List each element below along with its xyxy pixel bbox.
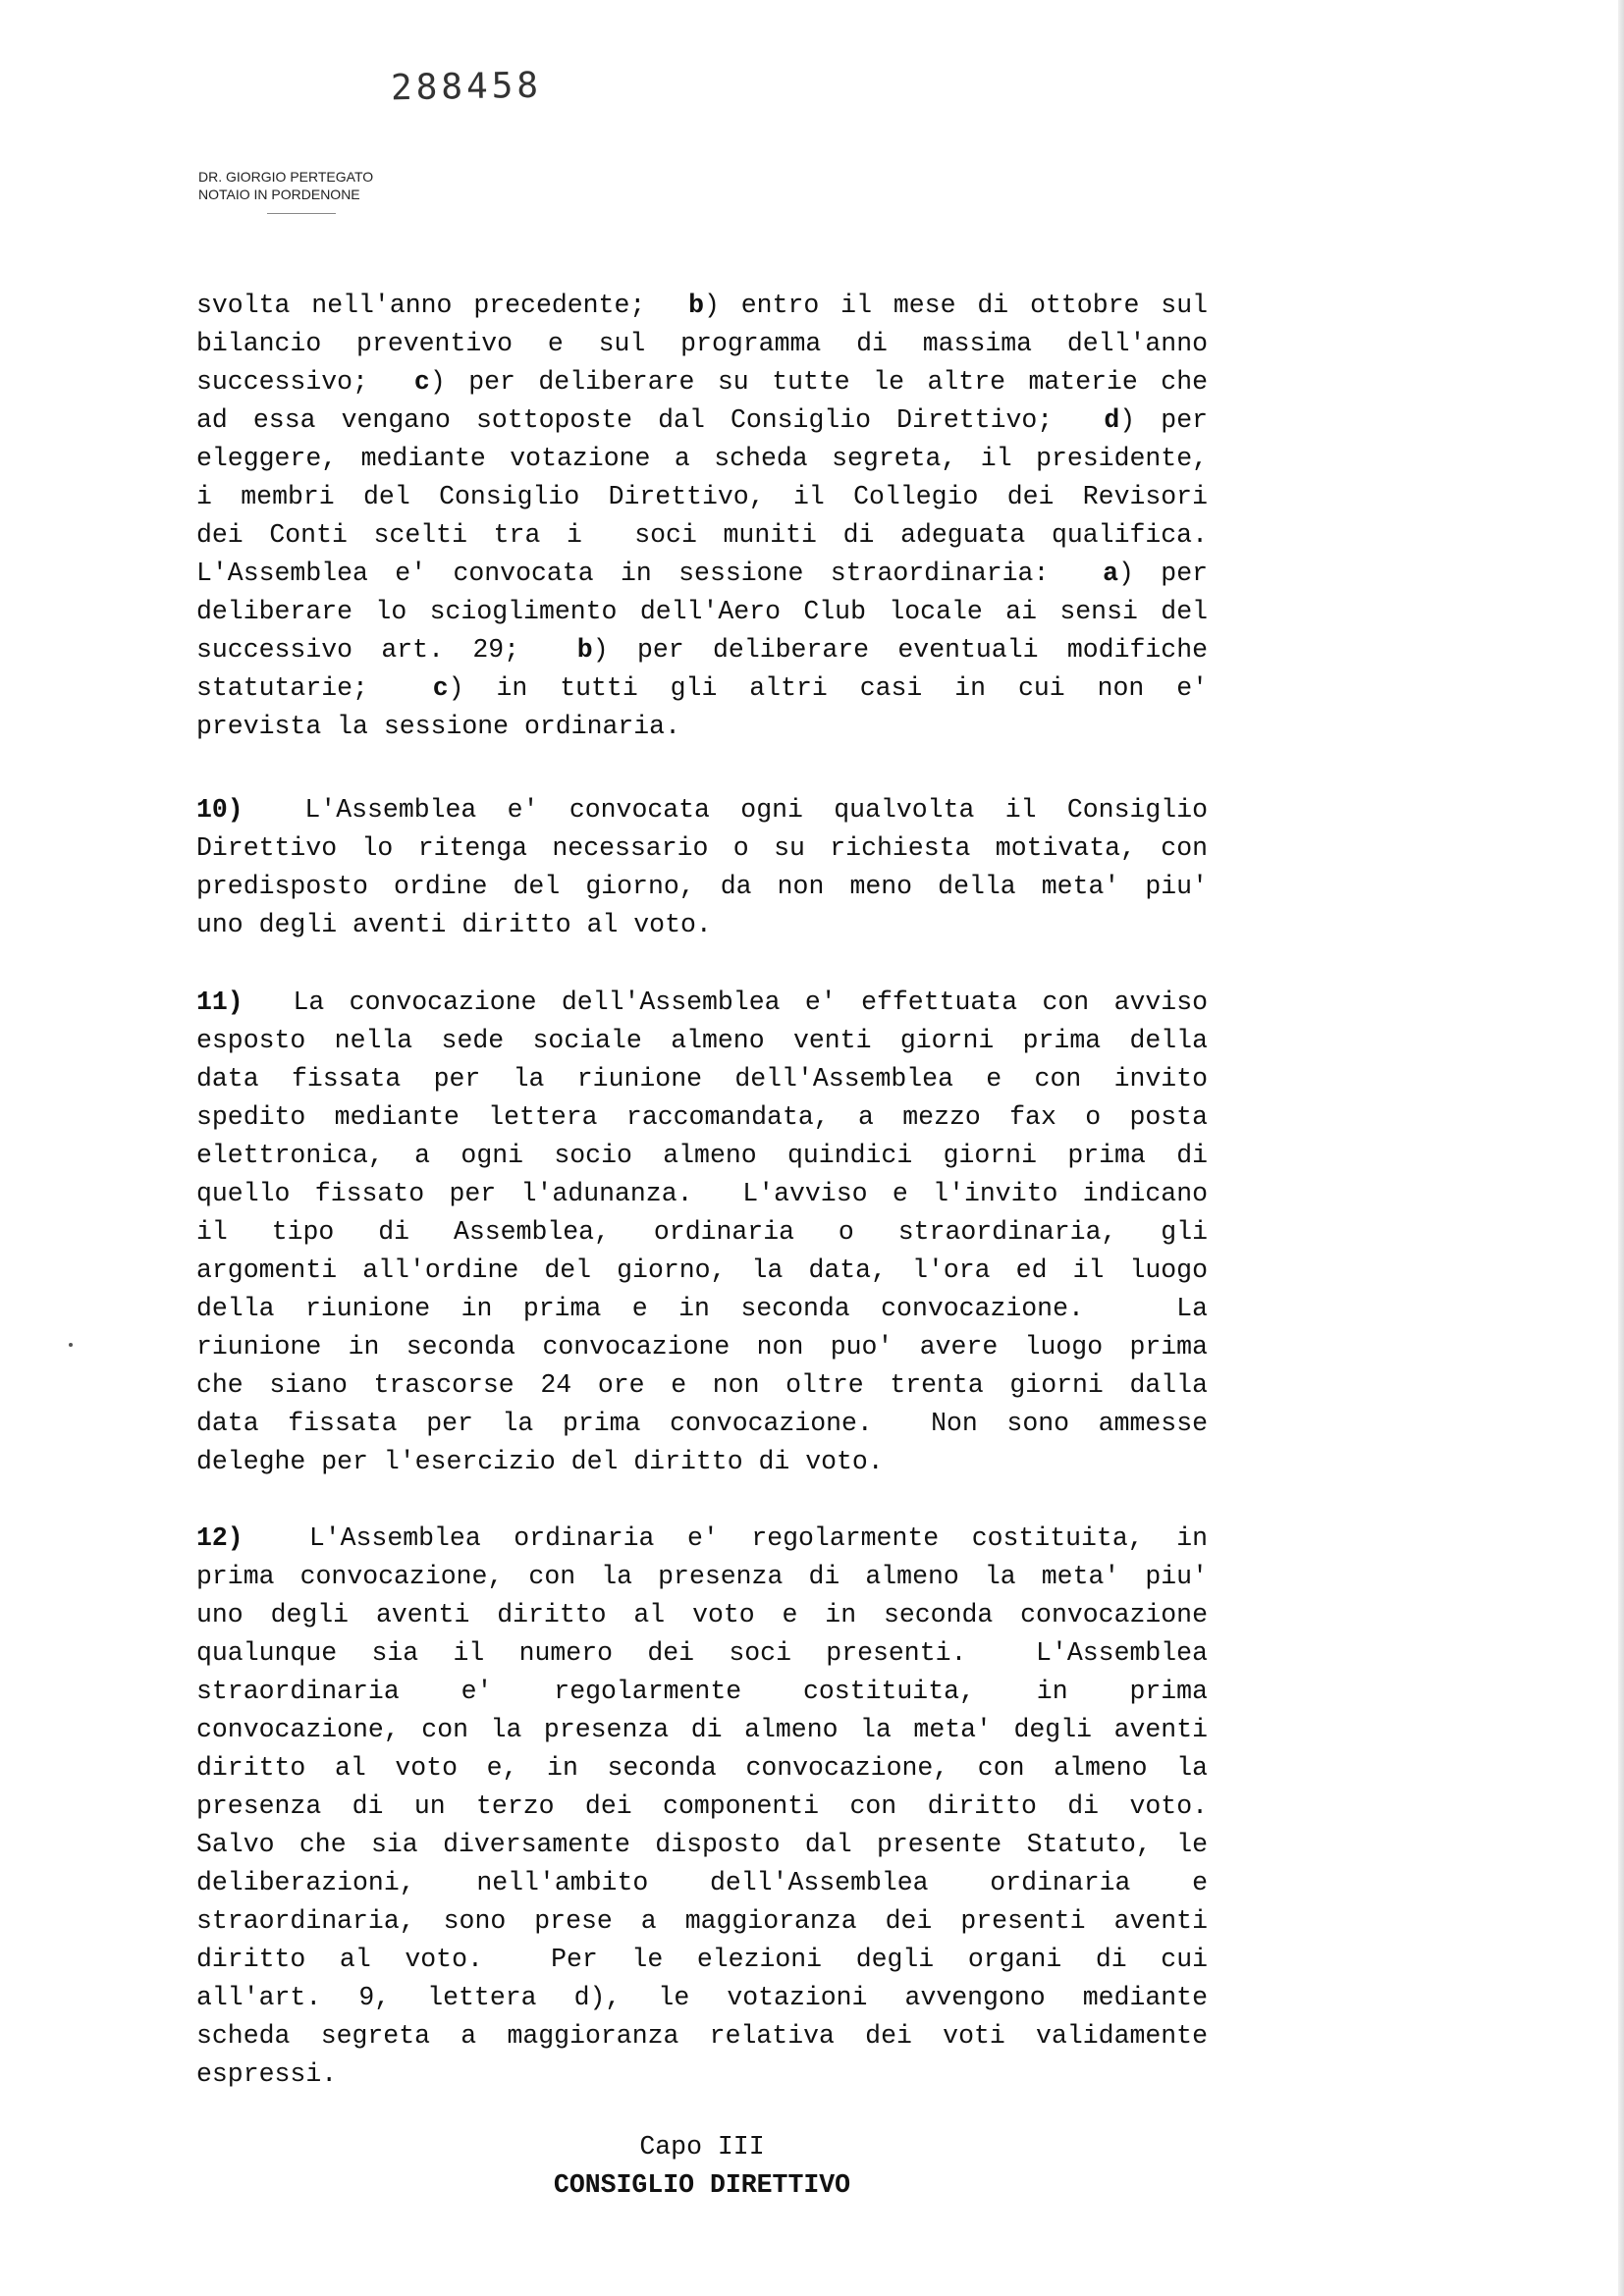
line-text: prima convocazione, con la presenza di almeno la meta' piu' xyxy=(196,1562,1208,1591)
article-number: 11) xyxy=(196,988,294,1017)
text-line xyxy=(196,478,1208,516)
line-text: straordinaria, sono prese a maggioranza dei presenti aventi xyxy=(196,1906,1208,1936)
text-line xyxy=(196,593,1208,631)
text-line xyxy=(196,1328,1208,1366)
line-text: L'Assemblea ordinaria e' regolarmente costituita, in xyxy=(308,1523,1208,1553)
line-text: data fissata per la riunione dell'Assemblea e con invito xyxy=(196,1064,1208,1094)
text-line xyxy=(196,1749,1208,1788)
line-text: statutarie; xyxy=(196,673,433,703)
text-line xyxy=(196,1060,1208,1098)
text-line xyxy=(196,669,1208,708)
line-text: Direttivo lo ritenga necessario o su richiesta motivata, con xyxy=(196,833,1208,863)
text-line xyxy=(196,1596,1208,1634)
notary-place: NOTAIO IN PORDENONE xyxy=(198,187,360,202)
article-number: 10) xyxy=(196,795,305,825)
text-line xyxy=(196,1520,1208,1558)
line-text: prevista la sessione ordinaria. xyxy=(196,712,680,741)
line-text: esposto nella sede sociale almeno venti giorni prima della xyxy=(196,1026,1208,1055)
line-text: diritto al voto e, in seconda convocazione, con almeno la xyxy=(196,1753,1208,1783)
text-line xyxy=(196,1098,1208,1137)
line-text: diritto al voto. Per le elezioni degli organi di cui xyxy=(196,1945,1208,1974)
paragraph-10 xyxy=(196,791,1208,944)
text-line xyxy=(196,1252,1208,1290)
text-line xyxy=(196,1979,1208,2017)
paragraph-continuation xyxy=(196,287,1208,746)
text-line xyxy=(196,906,1208,944)
paragraph-11 xyxy=(196,984,1208,1481)
text-line xyxy=(196,1137,1208,1175)
text-line xyxy=(196,1864,1208,1902)
text-line xyxy=(196,325,1208,363)
stamp-number: 288458 xyxy=(390,65,543,109)
line-text: data fissata per la prima convocazione. Non sono ammesse xyxy=(196,1409,1208,1438)
list-letter: a xyxy=(1103,559,1119,588)
line-text: qualunque sia il numero dei soci presenti. L'Assemblea xyxy=(196,1638,1208,1668)
line-text: scheda segreta a maggioranza relativa dei voti validamente xyxy=(196,2021,1208,2051)
text-line xyxy=(196,363,1208,401)
text-line xyxy=(196,1902,1208,1941)
notary-name: DR. GIORGIO PERTEGATO xyxy=(198,169,374,185)
line-text: ) entro il mese di ottobre sul xyxy=(703,291,1209,320)
list-letter: c xyxy=(413,367,430,397)
line-text: che siano trascorse 24 ore e non oltre trenta giorni dalla xyxy=(196,1370,1208,1400)
list-letter: c xyxy=(432,673,449,703)
text-line xyxy=(196,631,1208,669)
list-letter: d xyxy=(1104,405,1120,435)
text-line xyxy=(196,1290,1208,1328)
text-line xyxy=(196,2056,1208,2094)
text-line xyxy=(196,708,1208,746)
text-line xyxy=(196,1673,1208,1711)
line-text: riunione in seconda convocazione non puo' avere luogo prima xyxy=(196,1332,1208,1362)
line-text: convocazione, con la presenza di almeno la meta' degli aventi xyxy=(196,1715,1208,1744)
notary-header xyxy=(198,168,373,203)
line-text: quello fissato per l'adunanza. L'avviso e l'invito indicano xyxy=(196,1179,1208,1208)
text-line xyxy=(196,1175,1208,1213)
line-text: dei Conti scelti tra i soci muniti di adeguata qualifica. xyxy=(196,520,1208,550)
line-text: eleggere, mediante votazione a scheda segreta, il presidente, xyxy=(196,444,1208,473)
text-line xyxy=(196,1405,1208,1443)
line-text: spedito mediante lettera raccomandata, a mezzo fax o posta xyxy=(196,1102,1208,1132)
text-line xyxy=(196,829,1208,868)
text-line xyxy=(196,555,1208,593)
article-number: 12) xyxy=(196,1523,309,1553)
list-letter: b xyxy=(688,291,704,320)
line-text: uno degli aventi diritto al voto. xyxy=(196,910,712,939)
text-line xyxy=(196,1022,1208,1060)
text-line xyxy=(196,1826,1208,1864)
line-text: deliberare lo scioglimento dell'Aero Club locale ai sensi del xyxy=(196,597,1208,626)
line-text: ) per deliberare eventuali modifiche xyxy=(592,635,1208,665)
text-line xyxy=(196,401,1208,440)
list-letter: b xyxy=(576,635,593,665)
line-text: all'art. 9, lettera d), le votazioni avvengono mediante xyxy=(196,1983,1208,2012)
line-text: predisposto ordine del giorno, da non meno della meta' piu' xyxy=(196,872,1208,901)
line-text: straordinaria e' regolarmente costituita, in prima xyxy=(196,1677,1208,1706)
line-text: argomenti all'ordine del giorno, la data, l'ora ed il luogo xyxy=(196,1255,1208,1285)
line-text: bilancio preventivo e sul programma di massima dell'anno xyxy=(196,329,1208,358)
line-text: i membri del Consiglio Direttivo, il Collegio dei Revisori xyxy=(196,482,1208,511)
text-line xyxy=(196,1213,1208,1252)
line-text: successivo; xyxy=(196,367,414,397)
text-line xyxy=(196,1366,1208,1405)
text-line xyxy=(196,287,1208,325)
text-line xyxy=(196,440,1208,478)
text-line xyxy=(196,2017,1208,2056)
notary-underline xyxy=(267,213,336,214)
text-line xyxy=(196,791,1208,829)
line-text: ) per xyxy=(1119,405,1209,435)
line-text: ad essa vengano sottoposte dal Consiglio Direttivo; xyxy=(196,405,1105,435)
line-text: deleghe per l'esercizio del diritto di voto. xyxy=(196,1447,884,1476)
text-line xyxy=(196,1941,1208,1979)
line-text: La convocazione dell'Assemblea e' effettuata con avviso xyxy=(293,988,1208,1017)
line-text: uno degli aventi diritto al voto e in seconda convocazione xyxy=(196,1600,1208,1629)
chapter-title: CONSIGLIO DIRETTIVO xyxy=(553,2170,851,2200)
line-text: della riunione in prima e in seconda convocazione. La xyxy=(196,1294,1208,1323)
line-text: L'Assemblea e' convocata in sessione straordinaria: xyxy=(196,559,1104,588)
line-text: successivo art. 29; xyxy=(196,635,577,665)
paragraph-12 xyxy=(196,1520,1208,2094)
text-line xyxy=(196,984,1208,1022)
text-line xyxy=(196,516,1208,555)
scan-edge xyxy=(1618,0,1624,2296)
line-text: il tipo di Assemblea, ordinaria o straordinaria, gli xyxy=(196,1217,1208,1247)
line-text: Salvo che sia diversamente disposto dal presente Statuto, le xyxy=(196,1830,1208,1859)
line-text: ) in tutti gli altri casi in cui non e' xyxy=(448,673,1209,703)
text-line xyxy=(196,1711,1208,1749)
line-text: L'Assemblea e' convocata ogni qualvolta il Consiglio xyxy=(304,795,1209,825)
text-line xyxy=(196,1788,1208,1826)
text-line xyxy=(196,1443,1208,1481)
scan-speck xyxy=(69,1343,73,1347)
line-text: deliberazioni, nell'ambito dell'Assemblea ordinaria e xyxy=(196,1868,1208,1897)
text-line xyxy=(196,1558,1208,1596)
text-line xyxy=(196,868,1208,906)
chapter-label: Capo III xyxy=(639,2132,765,2162)
line-text: elettronica, a ogni socio almeno quindici giorni prima di xyxy=(196,1141,1208,1170)
line-text: presenza di un terzo dei componenti con diritto di voto. xyxy=(196,1791,1208,1821)
line-text: ) per xyxy=(1118,559,1208,588)
line-text: espressi. xyxy=(196,2059,338,2089)
text-line xyxy=(196,1634,1208,1673)
line-text: ) per deliberare su tutte le altre materie che xyxy=(429,367,1208,397)
line-text: svolta nell'anno precedente; xyxy=(196,291,689,320)
